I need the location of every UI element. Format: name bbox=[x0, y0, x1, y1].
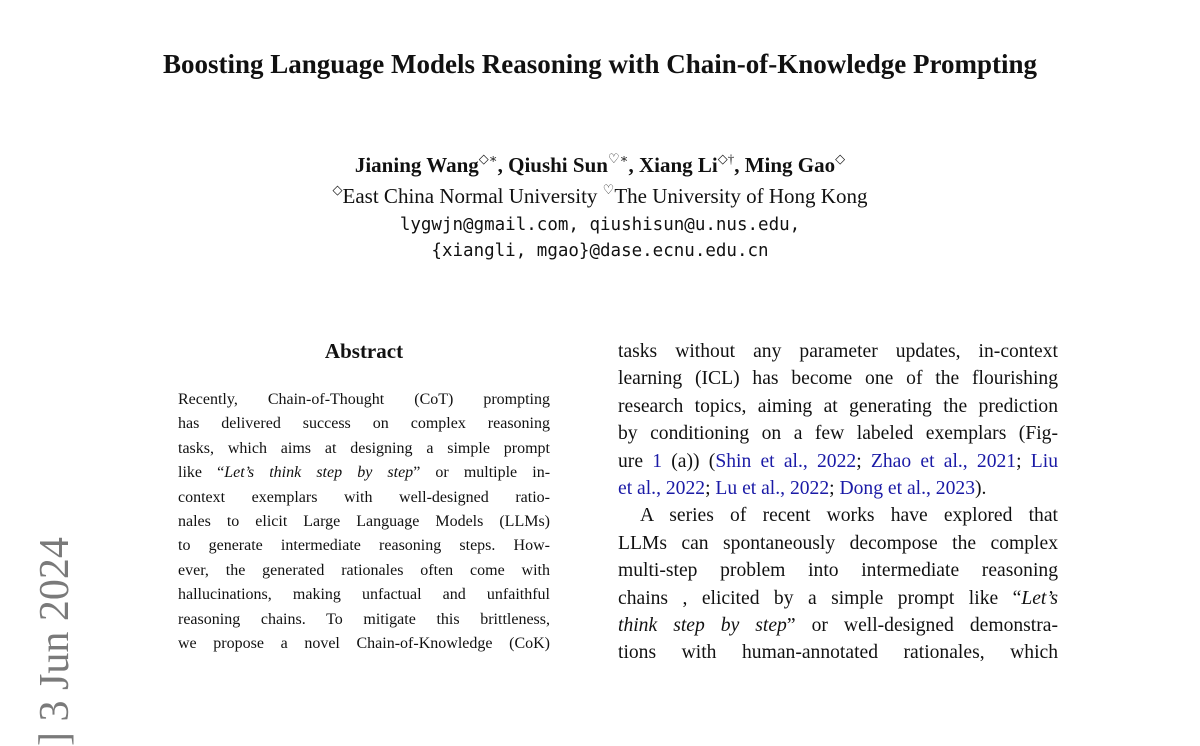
arxiv-side-stamp bbox=[32, 426, 78, 746]
body-column-right bbox=[618, 338, 1059, 664]
body-line bbox=[618, 475, 1058, 502]
body-line: research topics, aiming at generating the prediction bbox=[618, 395, 1058, 417]
text-run: chains , elicited by a simple prompt like “ bbox=[618, 587, 1022, 609]
body-line bbox=[618, 612, 1058, 639]
affiliations bbox=[160, 182, 1040, 213]
citation-link[interactable]: Lu et al., 2022 bbox=[715, 477, 830, 499]
author-emails bbox=[160, 212, 1040, 264]
abstract-line: hallucinations, making unfactual and unfaithful bbox=[178, 586, 550, 604]
body-line bbox=[618, 585, 1058, 612]
author-marks: ◇∗ bbox=[478, 151, 498, 166]
citation-link[interactable]: Zhao et al., 2021 bbox=[870, 450, 1017, 472]
figure-reference-link[interactable]: 1 bbox=[652, 450, 663, 472]
email-line: lygwjn@gmail.com, qiushisun@u.nus.edu, bbox=[399, 215, 801, 235]
affiliation-name: East China Normal University bbox=[342, 184, 598, 208]
abstract-line: we propose a novel Chain-of-Knowledge (CoK) bbox=[178, 634, 550, 652]
abstract-line: tasks, which aims at designing a simple prompt bbox=[178, 439, 550, 457]
abstract-body bbox=[178, 388, 551, 652]
citation-link[interactable]: et al., 2022 bbox=[618, 477, 706, 499]
body-line: tions with human-annotated rationales, which bbox=[618, 642, 1058, 664]
author-name: Jianing Wang bbox=[354, 153, 479, 177]
citation-link[interactable]: Liu bbox=[1030, 450, 1059, 472]
abstract-line: to generate intermediate reasoning steps. How- bbox=[178, 537, 550, 555]
author-marks: ♡∗ bbox=[607, 151, 629, 166]
body-line: LLMs can spontaneously decompose the complex bbox=[618, 532, 1058, 554]
author-name: Ming Gao bbox=[744, 153, 836, 177]
affiliation-name: The University of Hong Kong bbox=[614, 184, 868, 208]
abstract-italic-phrase: Let’s think step by step bbox=[224, 464, 414, 482]
author-marks: ◇† bbox=[717, 151, 735, 166]
text-run: (a)) ( bbox=[662, 450, 716, 472]
abstract-line: has delivered success on complex reasoning bbox=[178, 415, 550, 433]
arxiv-stamp-text: ] 3 Jun 2024 bbox=[32, 537, 78, 746]
abstract-line: ever, the generated rationales often come with bbox=[178, 561, 550, 579]
text-run: ; bbox=[856, 450, 871, 472]
abstract-line: Recently, Chain-of-Thought (CoT) prompting bbox=[178, 391, 550, 408]
paper-title: Boosting Language Models Reasoning with Chain-of-Knowledge Prompting bbox=[162, 49, 1038, 79]
affiliation-mark: ◇ bbox=[332, 182, 343, 197]
abstract-heading: Abstract bbox=[324, 339, 404, 363]
email-line: {xiangli, mgao}@dase.ecnu.edu.cn bbox=[431, 241, 769, 261]
body-line: A series of recent works have explored that bbox=[640, 505, 1058, 527]
abstract-line: like “Let’s think step by step” or multiple in- bbox=[178, 464, 551, 482]
citation-link[interactable]: Dong et al., 2023 bbox=[839, 477, 975, 499]
affiliation-mark: ♡ bbox=[602, 182, 615, 197]
citation-link[interactable]: Shin et al., 2022 bbox=[715, 450, 857, 472]
author-list: Jianing Wang◇∗, Qiushi Sun♡∗, Xiang Li◇†, Ming Gao◇ bbox=[354, 151, 846, 177]
text-run: ; bbox=[829, 477, 840, 499]
abstract-line: context exemplars with well-designed ratio- bbox=[178, 488, 550, 506]
text-run: ure bbox=[618, 450, 653, 472]
author-marks: ◇ bbox=[835, 151, 846, 166]
text-run: ; bbox=[1016, 450, 1031, 472]
text-run: ” or well-designed demonstra- bbox=[786, 614, 1058, 636]
body-line: tasks without any parameter updates, in-context bbox=[618, 341, 1058, 362]
body-line bbox=[618, 448, 1058, 475]
text-run: ; bbox=[705, 477, 716, 499]
abstract-line: reasoning chains. To mitigate this brittleness, bbox=[178, 610, 550, 628]
italic-text: Let’s bbox=[1021, 587, 1058, 609]
abstract-line: nales to elicit Large Language Models (LLMs) bbox=[178, 512, 550, 530]
body-line: learning (ICL) has become one of the flourishing bbox=[618, 368, 1058, 390]
body-line: by conditioning on a few labeled exemplars (Fig- bbox=[618, 423, 1058, 445]
author-name: Xiang Li bbox=[638, 153, 718, 177]
italic-text: think step by step bbox=[618, 614, 787, 636]
text-run: ). bbox=[975, 477, 987, 499]
author-name: Qiushi Sun bbox=[508, 153, 608, 177]
body-line: multi-step problem into intermediate reasoning bbox=[618, 560, 1058, 582]
